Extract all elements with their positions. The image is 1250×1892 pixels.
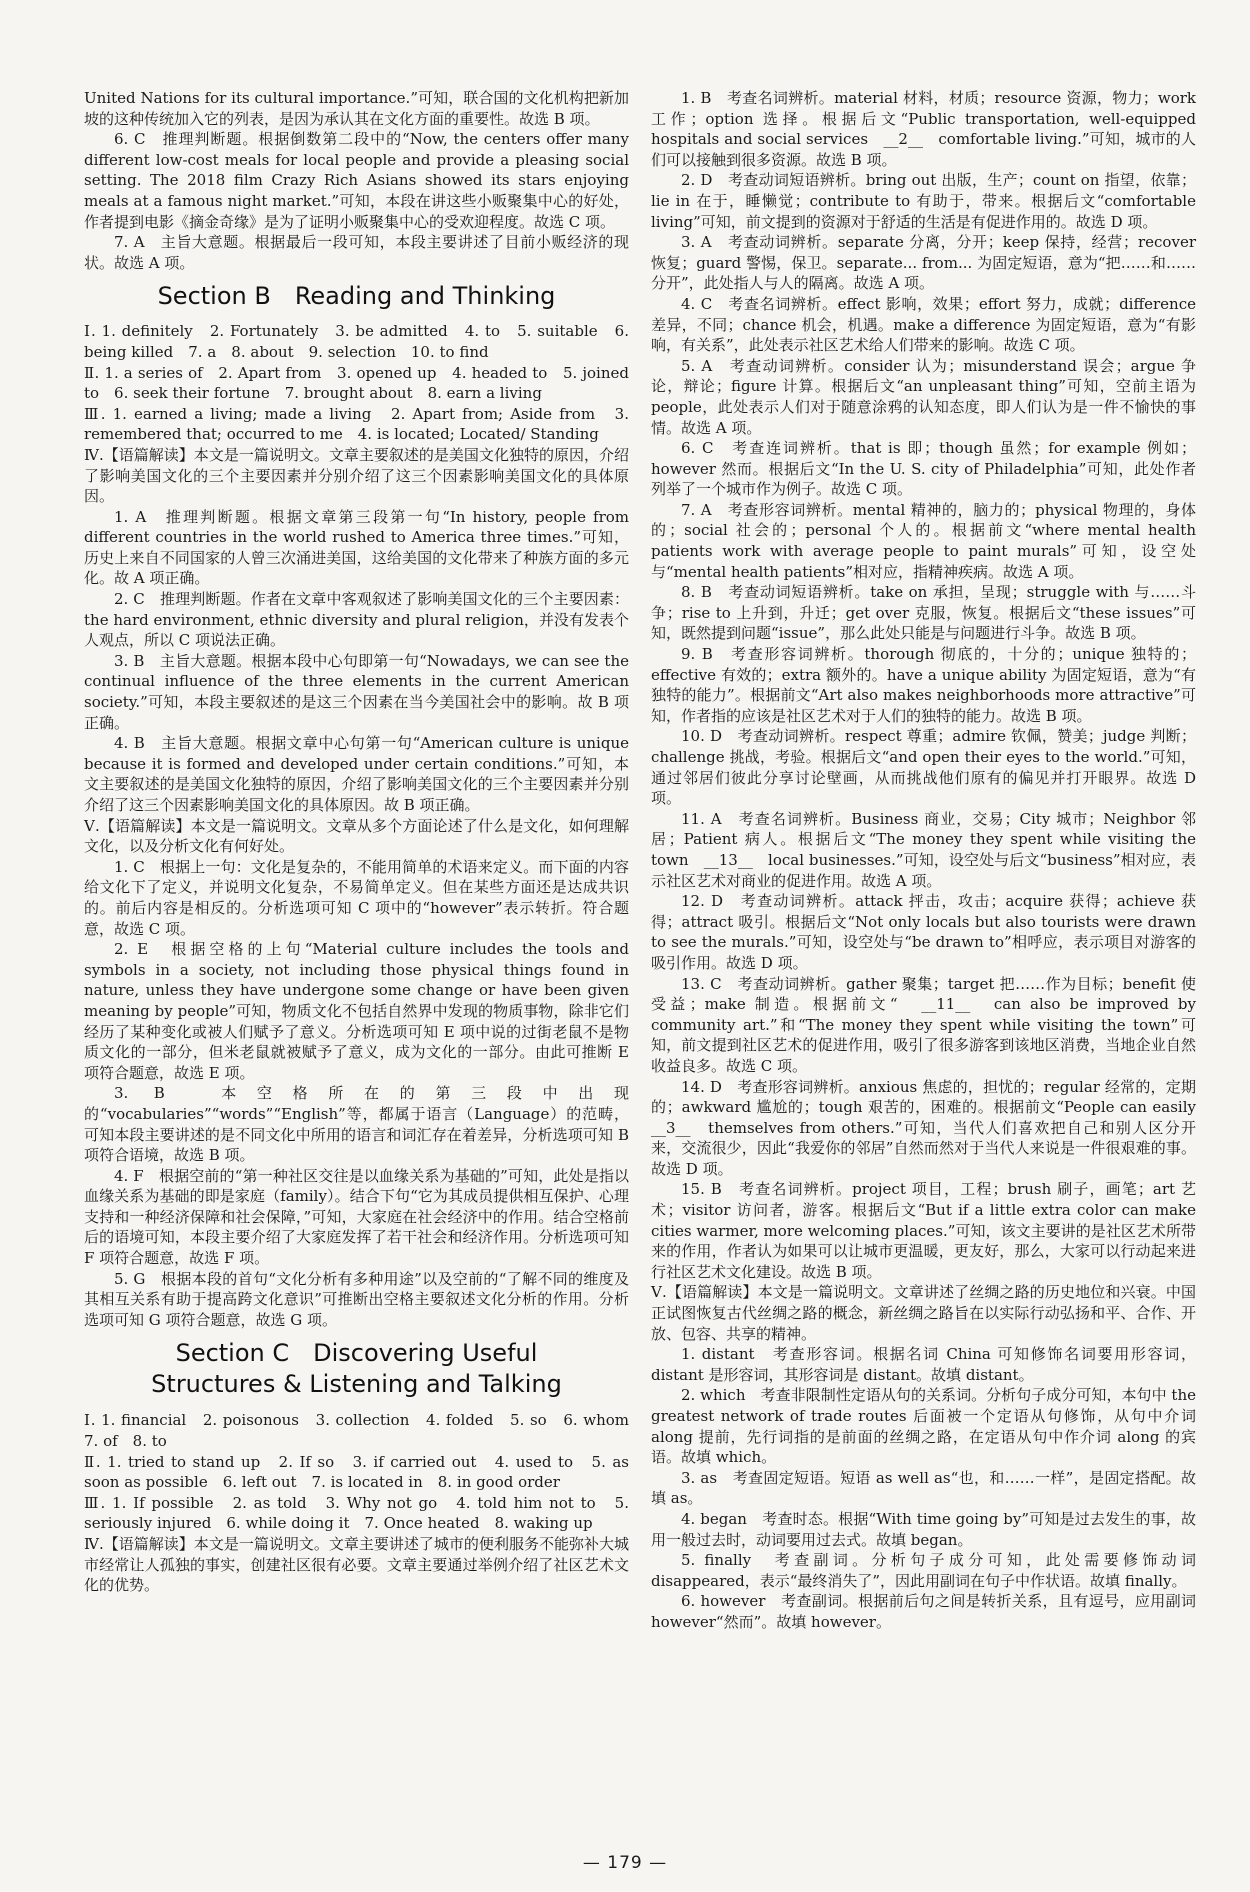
answer-line: Ⅰ. 1. definitely 2. Fortunately 3. be admitted 4. to 5. suitable 6. being killed 7. a 8. about 9. selection 10. to find [84,322,629,361]
answer-paragraph: 3. B 主旨大意题。根据本段中心句即第一句“Nowadays, we can see the continual influence of the three elements in the current American society.”可知，本段主要叙述的是这三个因素在当今美国社会中的影响。故 B 项正确。 [84,651,629,732]
right-column [651,88,1212,1633]
answer-paragraph: 4. B 主旨大意题。根据文章中心句第一句“American culture is unique because it is formed and developed under certain conditions.”可知，本文主要叙述的是美国文化独特的原因，介绍了影响美国文化的三个主要因素并分别介绍了这三个因素影响美国文化的具体原因。故 B 项正确。 [84,734,629,814]
answer-paragraph: 6. C 考查连词辨析。that is 即；though 虽然；for example 例如；however 然而。根据后文“In the U. S. city of Philadelphia”可知，此处作者列举了一个城市作为例子。故选 C 项。 [651,439,1196,499]
answer-paragraph: 7. A 考查形容词辨析。mental 精神的，脑力的；physical 物理的，身体的；social 社会的；personal 个人的。根据前文“where mental health patients work with average people to paint murals”可知，设空处与“mental health patients”相对应，指精神疾病。故选 A 项。 [651,500,1196,581]
answer-paragraph: 5. A 考查动词辨析。consider 认为；misunderstand 误会；argue 争论，辩论；figure 计算。根据后文“an unpleasant thing”可知，空前主语为 people，此处表示人们对于随意涂鸦的认知态度，即人们认为是一件不愉快的事情。故选 A 项。 [651,356,1196,437]
answer-paragraph: 14. D 考查形容词辨析。anxious 焦虑的，担忧的；regular 经常的，定期的；awkward 尴尬的；tough 艰苦的，困难的。根据前文“People can easily __3__ themselves from others.”可知，当代人们喜欢把自己和别人区分开来，交流很少，因此“我爱你的邻居”自然而然对于当代人来说是一件很艰难的事。故选 D 项。 [651,1077,1212,1178]
answer-paragraph: 2. C 推理判断题。作者在文章中客观叙述了影响美国文化的三个主要因素：the hard environment, ethnic diversity and plural religion，并没有发表个人观点，所以 C 项说法正确。 [84,590,629,650]
answer-line: Ⅰ. 1. financial 2. poisonous 3. collection 4. folded 5. so 6. whom 7. of 8. to [84,1411,645,1451]
answer-paragraph: 11. A 考查名词辨析。Business 商业，交易；City 城市；Neighbor 邻居；Patient 病人。根据后文“The money they spent while visiting the town __13__ local businesses.”可知，设空处与后文“business”相对应，表示社区艺术对商业的促进作用。故选 A 项。 [651,809,1196,890]
answer-paragraph: 5. G 根据本段的首句“文化分析有多种用途”以及空前的“了解不同的维度及其相互关系有助于提高跨文化意识”可推断出空格主要叙述文化分析的作用。分析选项可知 G 项符合题意，故选 G 项。 [84,1269,629,1329]
answer-paragraph: 3. A 考查动词辨析。separate 分离，分开；keep 保持，经营；recover 恢复；guard 警惕，保卫。separate... from... 为固定短语，意为“把……和……分开”，此处指人与人的隔离。故选 A 项。 [651,233,1196,293]
answer-paragraph: 4. began 考查时态。根据“With time going by”可知是过去发生的事，故用一般过去时，动词要用过去式。故填 began。 [651,1509,1196,1549]
answer-paragraph: 2. E 根据空格的上句“Material culture includes the tools and symbols in a society, not including those physical things found in nature, unless they have undergone some change or have been given meaning by people”可知，物质文化不包括自然界中发现的物质事物，除非它们经历了某种变化或被人们赋予了意义。分析选项可知 E 项中说的过街老鼠不是物质文化的一部分，但米老鼠就被赋予了意义，成为文化的一部分。由此可推断 E 项符合题意，故选 E 项。 [84,940,629,1082]
section-c-heading [84,1338,629,1400]
answer-paragraph: 6. however 考查副词。根据前后句之间是转折关系，且有逗号，应用副词 however“然而”。故填 however。 [651,1592,1196,1631]
answer-paragraph: 8. B 考查动词短语辨析。take on 承担，呈现；struggle with 与……斗争；rise to 上升到，升迁；get over 克服，恢复。根据后文“these issues”可知，既然提到问题“issue”，那么此处只能是与问题进行斗争。故选 B 项。 [651,583,1196,643]
passage-intro: Ⅴ.【语篇解读】本文是一篇说明文。文章从多个方面论述了什么是文化，如何理解文化，以及分析文化有何好处。 [84,816,629,856]
answer-line: Ⅲ. 1. If possible 2. as told 3. Why not go 4. told him not to 5. seriously injured 6. while doing it 7. Once heated 8. waking up [84,1493,629,1533]
passage-intro: Ⅴ.【语篇解读】本文是一篇说明文。文章讲述了丝绸之路的历史地位和兴衰。中国正试图恢复古代丝绸之路的概念，新丝绸之路旨在以实际行动弘扬和平、合作、开放、包容、共享的精神。 [651,1283,1196,1343]
answer-paragraph: 13. C 考查动词辨析。gather 聚集；target 把……作为目标；benefit 使受益；make 制造。根据前文“ __11__ can also be improved by community art.”和“The money they spent while visiting the town”可知，前文提到社区艺术的促进作用，吸引了很多游客到该地区消费，当地企业自然收益良多。故选 C 项。 [651,974,1196,1075]
passage-intro: Ⅳ.【语篇解读】本文是一篇说明文。文章主要叙述的是美国文化独特的原因，介绍了影响美国文化的三个主要因素并分别介绍了这三个因素影响美国文化的具体原因。 [84,445,629,506]
answer-paragraph: 4. C 考查名词辨析。effect 影响，效果；effort 努力，成就；difference 差异，不同；chance 机会，机遇。make a difference 为固定短语，意为“有影响，有关系”，此处表示社区艺术给人们带来的影响。故选 C 项。 [651,294,1196,355]
answer-paragraph: 1. distant 考查形容词。根据名词 China 可知修饰名词要用形容词，distant 是形容词，其形容词是 distant。故填 distant。 [651,1345,1196,1384]
answer-paragraph: 2. D 考查动词短语辨析。bring out 出版，生产；count on 指望，依靠；lie in 在于，睡懒觉；contribute to 有助于，带来。根据后文“comfortable living”可知，前文提到的资源对于舒适的生活是有促进作用的。故选 D 项。 [651,171,1196,231]
answer-paragraph: 1. C 根据上一句：文化是复杂的，不能用简单的术语来定义。而下面的内容给文化下了定义，并说明文化复杂，不易简单定义。但在某些方面还是达成共识的。前后内容是相反的。分析选项可知 C 项中的“however”表示转折。符合题意，故选 C 项。 [84,857,629,938]
answer-paragraph: 9. B 考查形容词辨析。thorough 彻底的，十分的；unique 独特的；effective 有效的；extra 额外的。have a unique ability 为固定短语，意为“有独特的能力”。根据前文“Art also makes neighborhoods more attractive”可知，作者指的应该是社区艺术对于人们的独特的能力。故选 B 项。 [651,645,1196,725]
section-b-heading: Section B Reading and Thinking [157,282,556,311]
answer-paragraph: 10. D 考查动词辨析。respect 尊重；admire 钦佩，赞美；judge 判断；challenge 挑战，考验。根据后文“and open their eyes to the world.”可知，通过邻居们彼此分享讨论壁画，从而挑战他们原有的偏见并打开眼界。故选 D 项。 [651,727,1196,808]
answer-paragraph: 1. B 考查名词辨析。material 材料，材质；resource 资源，物力；work 工作；option 选择。根据后文“Public transportation, well-equipped hospitals and social services __2__ comfortable living.”可知，城市的人们可以接触到很多资源。故选 B 项。 [651,89,1196,169]
page-number: — 179 — [582,1853,668,1873]
answer-paragraph: 7. A 主旨大意题。根据最后一段可知，本段主要讲述了目前小贩经济的现状。故选 A 项。 [84,233,629,272]
answer-paragraph: 3. as 考查固定短语。短语 as well as“也，和……一样”，是固定搭配。故填 as。 [651,1468,1196,1508]
section-c-heading-line2: Structures & Listening and Talking [151,1370,562,1399]
answer-line: Ⅲ. 1. earned a living; made a living 2. Apart from; Aside from 3. remembered that; occurred to me 4. is located; Located/ Standing [84,404,629,444]
answer-paragraph: 4. F 根据空前的“第一种社区交往是以血缘关系为基础的”可知，此处是指以血缘关系为基础的即是家庭（family）。结合下句“它为其成员提供相互保护、心理支持和一种经济保障和社会保障，”可知，大家庭在社会经济中的作用。结合空格前后的语境可知，本段主要介绍了大家庭发挥了若干社会和经济作用。分析选项可知 F 项符合题意，故选 F 项。 [84,1166,629,1268]
answer-paragraph: 6. C 推理判断题。根据倒数第二段中的“Now, the centers offer many different low-cost meals for local people and provide a pleasing social setting. The 2018 film Crazy Rich Asians showed its stars enjoying meals at a famous night market.”可知，本段在讲这些小贩聚集中心的好处，作者提到电影《摘金奇缘》是为了证明小贩聚集中心的受欢迎程度。故选 C 项。 [84,130,629,231]
passage-intro: Ⅳ.【语篇解读】本文是一篇说明文。文章主要讲述了城市的便利服务不能弥补大城市经常让人孤独的事实，创建社区很有必要。文章主要通过举例介绍了社区艺术文化的优势。 [84,1535,629,1595]
answer-paragraph: United Nations for its cultural importance.”可知，联合国的文化机构把新加坡的这种传统加入它的列表，是因为承认其在文化方面的重要性。故选 B 项。 [84,89,629,128]
section-c-heading-line1: Section C Discovering Useful [175,1339,538,1368]
answer-paragraph: 12. D 考查动词辨析。attack 抨击，攻击；acquire 获得；achieve 获得；attract 吸引。根据后文“Not only locals but also tourists were drawn to see the murals.”可知，设空处与“be drawn to”相呼应，表示项目对游客的吸引作用。故选 D 项。 [651,892,1196,972]
answer-line: Ⅱ. 1. a series of 2. Apart from 3. opened up 4. headed to 5. joined to 6. seek their fortune 7. brought about 8. earn a living [84,363,629,403]
answer-paragraph: 2. which 考查非限制性定语从句的关系词。分析句子成分可知，本句中 the greatest network of trade routes 后面被一个定语从句修饰，从句中介词 along 提前，先行词指的是前面的丝绸之路，在定语从句中作介词 along 的宾语。故填 which。 [651,1386,1196,1467]
answer-paragraph: 15. B 考查名词辨析。project 项目，工程；brush 刷子，画笔；art 艺术；visitor 访问者，游客。根据后文“But if a little extra color can make cities warmer, more welcoming places.”可知，该文主要讲的是社区艺术所带来的作用，作者认为如果可以让城市更温暖，更友好，那么，大家可以行动起来进行社区艺术文化建设。故选 B 项。 [651,1180,1196,1281]
answer-paragraph: 1. A 推理判断题。根据文章第三段第一句“In history, people from different countries in the world rushed to America three times.”可知，历史上来自不同国家的人曾三次涌进美国，这给美国的文化带来了种族方面的多元化。故 A 项正确。 [84,507,629,588]
answer-paragraph: 5. finally 考查副词。分析句子成分可知，此处需要修饰动词 disappeared，表示“最终消失了”，因此用副词在句子中作状语。故填 finally。 [651,1551,1196,1590]
left-column [84,88,645,1633]
answer-paragraph: 3. B 本空格所在的第三段中出现的“vocabularies”“words”“English”等，都属于语言（Language）的范畴，可知本段主要讲述的是不同文化中所用的语言和词汇存在着差异，分析选项可知 B 项符合语境，故选 B 项。 [84,1084,629,1165]
answer-line: Ⅱ. 1. tried to stand up 2. If so 3. if carried out 4. used to 5. as soon as possible 6. left out 7. is located in 8. in good order [84,1452,629,1492]
